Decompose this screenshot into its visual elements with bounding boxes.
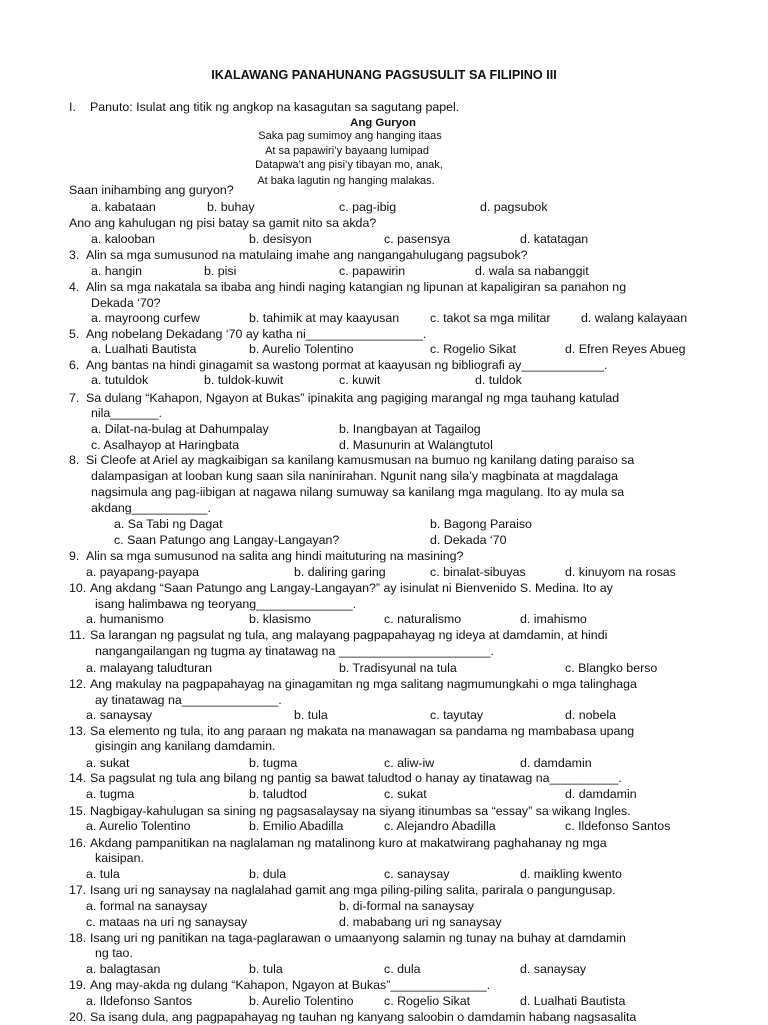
question-text: ay tinatawag na______________. [95,693,282,707]
question-number: 20. [69,1010,87,1024]
question-text: akdang___________. [91,501,211,515]
answer-choice: a. balagtasan [86,962,161,976]
question-text: Si Cleofe at Ariel ay magkaibigan sa kanilang kamusmusan na bumuo ng kanilang dating paraiso sa [86,453,635,467]
question-number: 17. [69,883,87,897]
question-number: 15. [69,804,87,818]
answer-choice: a. Ildefonso Santos [86,994,193,1008]
question-text: dalampasigan at looban kung saan sila naninirahan. Ngunit nang sila’y magbinata at magdalaga [91,469,618,483]
question-text: Sa elemento ng tula, ito ang paraan ng makata na manawagan sa pandama ng mambabasa upang [90,724,635,738]
answer-choice: d. imahismo [520,612,587,626]
answer-choice: c. papawirin [339,264,406,278]
answer-choice: c. Asalhayop at Haringbata [91,438,240,452]
answer-choice: a. tula [86,867,120,881]
question-text: Alin sa mga sumusunod na salita ang hindi maituturing na masining? [86,549,464,563]
answer-choice: a. mayroong curfew [91,311,200,325]
answer-choice: b. desisyon [249,232,312,246]
question-number: 6. [69,358,80,372]
answer-choice: d. Dekada ‘70 [430,533,507,547]
poem-line: At baka lagutin ng hanging malakas. [257,175,435,187]
answer-choice: b. tula [294,708,328,722]
answer-choice: d. damdamin [565,787,637,801]
answer-choice: a. Sa Tabi ng Dagat [114,517,223,531]
question-text: Akdang pampanitikan na naglalaman ng matalinong kuro at makatwirang paghahanay ng mga [90,836,607,850]
answer-choice: b. buhay [207,200,255,214]
answer-choice: c. Rogelio Sikat [384,994,471,1008]
answer-choice: b. pisi [204,264,237,278]
part-number: I. [69,100,76,114]
answer-choice: b. Aurelio Tolentino [249,994,354,1008]
answer-choice: b. Inangbayan at Tagailog [339,422,481,436]
answer-choice: c. sanaysay [384,867,450,881]
answer-choice: a. kabataan [91,200,156,214]
question-number: 13. [69,724,87,738]
answer-choice: c. takot sa mga militar [430,311,551,325]
question-number: 14. [69,771,87,785]
answer-choice: c. kuwit [339,373,381,387]
answer-choice: c. naturalismo [384,612,462,626]
answer-choice: a. sukat [86,756,130,770]
answer-choice: d. mababang uri ng sanaysay [339,915,502,929]
question-text: Sa dulang “Kahapon, Ngayon at Bukas” ipinakita ang pagiging marangal ng mga tauhang katulad [86,391,620,405]
answer-choice: b. Tradisyunal na tula [339,661,457,675]
answer-choice: d. pagsubok [480,200,548,214]
question-text: Ang may-akda ng dulang “Kahapon, Ngayon at Bukas”______________. [90,978,491,992]
question-number: 4. [69,280,80,294]
answer-choice: a. formal na sanaysay [86,899,208,913]
answer-choice: a. sanaysay [86,708,153,722]
poem-line: Saka pag sumimoy ang hanging itaas [258,130,442,142]
answer-choice: a. humanismo [86,612,164,626]
answer-choice: d. damdamin [520,756,592,770]
question-number: 11. [69,628,86,642]
answer-choice: c. pag-ibig [339,200,397,214]
answer-choice: d. Efren Reyes Abueg [565,342,686,356]
answer-choice: c. binalat-sibuyas [430,565,526,579]
answer-choice: a. kalooban [91,232,156,246]
answer-choice: b. Aurelio Tolentino [249,342,354,356]
answer-choice: a. Dilat-na-bulag at Dahumpalay [91,422,269,436]
question-text: Isang uri ng panitikan na taga-paglarawan o umaanyong salamin ng tunay na buhay at damdamin [90,931,626,945]
question-number: 10. [69,581,87,595]
question-number: 18. [69,931,87,945]
question-text: Sa isang dula, ang pagpapahayag ng tauhan ng kanyang saloobin o damdamin habang nagsasalita [90,1010,637,1024]
question-text: nagsimula ang pag-iibigan at nagawa nilang sumuway sa kanilang mga magulang. Ito ay mula sa [91,485,625,499]
question-text: kaisipan. [95,851,144,865]
question-text: isang halimbawa ng teoryang______________. [95,597,357,611]
question-text: Ang akdang “Saan Patungo ang Langay-Langayan?” ay isinulat ni Bienvenido S. Medina. Ito ay [90,581,613,595]
answer-choice: c. mataas na uri ng sanaysay [86,915,248,929]
answer-choice: d. sanaysay [520,962,587,976]
answer-choice: c. Blangko berso [565,661,658,675]
answer-choice: d. nobela [565,708,616,722]
question-text: Ang bantas na hindi ginagamit sa wastong pormat at kaayusan ng bibliografi ay____________. [86,358,608,372]
answer-choice: d. kinuyom na rosas [565,565,676,579]
answer-choice: c. pasensya [384,232,451,246]
poem-line: Datapwa’t ang pisi’y tibayan mo, anak, [255,159,443,171]
question-text: Dekada ‘70? [91,296,161,310]
answer-choice: b. tugma [249,756,298,770]
poem-line: At sa papawiri’y bayaang lumipad [265,145,429,157]
question-number: 16. [69,836,87,850]
answer-choice: c. Alejandro Abadilla [384,819,496,833]
exam-title: IKALAWANG PANAHUNANG PAGSUSULIT SA FILIPINO III [211,68,557,82]
answer-choice: d. wala sa nabanggit [475,264,589,278]
answer-choice: b. daliring garing [294,565,386,579]
question-text: Sa larangan ng pagsulat ng tula, ang malayang pagpapahayag ng ideya at damdamin, at hindi [90,628,608,642]
answer-choice: b. klasismo [249,612,311,626]
answer-choice: c. Ildefonso Santos [565,819,671,833]
answer-choice: a. Lualhati Bautista [91,342,197,356]
answer-choice: d. katatagan [520,232,589,246]
answer-choice: c. sukat [384,787,427,801]
question-text: Alin sa mga nakatala sa ibaba ang hindi naging katangian ng lipunan at kapaligiran sa panahon ng [86,280,627,294]
question-number: 8. [69,453,80,467]
question-text: nila_______. [91,406,162,420]
question-number: 12. [69,677,87,691]
answer-choice: b. tula [249,962,283,976]
answer-choice: c. tayutay [430,708,484,722]
question-text: gisingin ang kanilang damdamin. [95,739,276,753]
question-text: Isang uri ng sanaysay na naglalahad gamit ang mga piling-piling salita, parirala o pangungusap. [90,883,616,897]
answer-choice: b. di-formal na sanaysay [339,899,474,913]
answer-choice: d. maikling kwento [520,867,622,881]
answer-choice: c. dula [384,962,421,976]
answer-choice: b. tuldok-kuwit [204,373,284,387]
question-text: Ang makulay na pagpapahayag na ginagamitan ng mga salitang nagmumungkahi o mga talinghaga [90,677,637,691]
answer-choice: a. hangin [91,264,142,278]
question-text: ng tao. [95,946,133,960]
answer-choice: c. Saan Patungo ang Langay-Langayan? [114,533,340,547]
answer-choice: a. malayang taludturan [86,661,213,675]
question-number: 3. [69,248,80,262]
answer-choice: a. tugma [86,787,135,801]
answer-choice: b. Bagong Paraiso [430,517,532,531]
answer-choice: b. Emilio Abadilla [249,819,344,833]
question-number: 7. [69,391,80,405]
question-text: Sa pagsulat ng tula ang bilang ng pantig sa bawat taludtod o hanay ay tinatawag na__________. [90,771,622,785]
answer-choice: d. tuldok [475,373,522,387]
answer-choice: b. dula [249,867,287,881]
poem-title: Ang Guryon [350,117,416,129]
answer-choice: a. tutuldok [91,373,149,387]
question-number: 9. [69,549,80,563]
question-number: 19. [69,978,87,992]
question-text: Nagbigay-kahulugan sa sining ng pagsasalaysay na siyang itinumbas sa “essay” sa wikang Ingles. [90,804,631,818]
answer-choice: d. Masunurin at Walangtutol [339,438,493,452]
question-text: Ano ang kahulugan ng pisi batay sa gamit nito sa akda? [69,216,377,230]
answer-choice: a. Aurelio Tolentino [86,819,191,833]
question-text: Alin sa mga sumusunod na matulaing imahe ang nangangahulugang pagsubok? [86,248,528,262]
answer-choice: c. Rogelio Sikat [430,342,517,356]
question-text: Saan inihambing ang guryon? [69,183,234,197]
answer-choice: a. payapang-payapa [86,565,199,579]
question-text: nangangailangan ng tugma ay tinatawag na ______________________. [95,644,494,658]
answer-choice: c. aliw-iw [384,756,435,770]
answer-choice: b. tahimik at may kaayusan [249,311,400,325]
answer-choice: d. Lualhati Bautista [520,994,626,1008]
question-text: Ang nobelang Dekadang ‘70 ay katha ni_________________. [86,327,427,341]
question-number: 5. [69,327,80,341]
instructions-text: Panuto: Isulat ang titik ng angkop na kasagutan sa sagutang papel. [90,100,460,114]
answer-choice: b. taludtod [249,787,307,801]
answer-choice: d. walang kalayaan [581,311,688,325]
